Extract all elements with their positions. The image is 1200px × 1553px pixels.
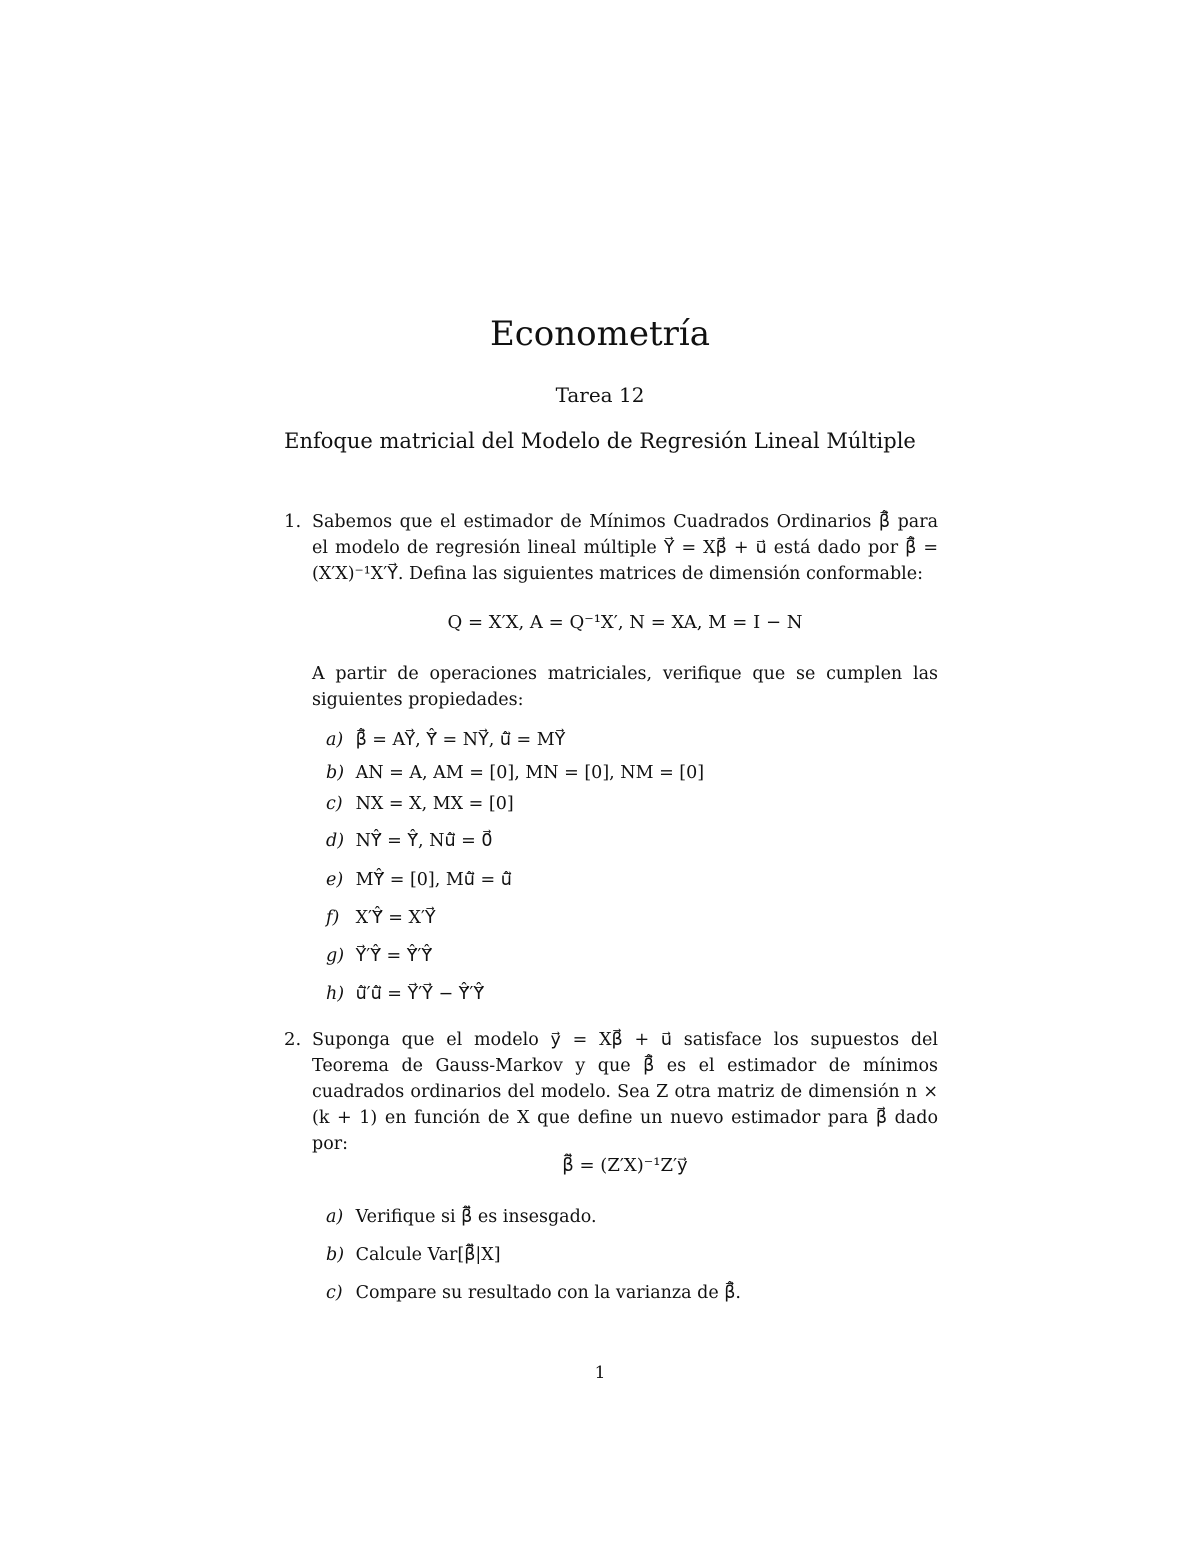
q1-item-f — [326, 908, 436, 928]
q2-item-b-label: b) — [326, 1245, 345, 1265]
q1-item-g-text: Y⃗′Ŷ⃗ = Ŷ⃗′Ŷ⃗ — [355, 946, 433, 966]
q1-item-h-label: h) — [326, 984, 345, 1004]
question-1-instruction: A partir de operaciones matriciales, verifique que se cumplen las siguientes propiedades: — [312, 664, 938, 710]
question-2-intro: Suponga que el modelo y⃗ = Xβ⃗ + u⃗ satisface los supuestos del Teorema de Gauss-Markov y que β̂⃗ es el estimador de mínimos cuadrados ordinarios del modelo. Sea Z otra matriz de dimensión n × (k + 1) en función de X que define un nuevo estimador para β⃗ dado por: — [312, 1030, 938, 1154]
q1-item-e-text: MŶ⃗ = [0], Mû⃗ = û⃗ — [355, 870, 512, 890]
q1-item-b-text: AN = A, AM = [0], MN = [0], NM = [0] — [355, 763, 705, 783]
q1-item-f-label: f) — [326, 908, 340, 928]
q2-item-c-text: Compare su resultado con la varianza de β̂⃗. — [355, 1283, 741, 1303]
q1-item-d-text: NŶ⃗ = Ŷ⃗, Nû⃗ = 0⃗ — [355, 831, 493, 851]
q1-item-e-label: e) — [326, 870, 344, 890]
assignment-subtitle: Tarea 12 — [555, 383, 645, 407]
q1-item-d-label: d) — [326, 831, 345, 851]
q1-item-c-label: c) — [326, 794, 343, 814]
q2-item-c — [326, 1283, 741, 1303]
new-estimator-formula: β̃⃗ = (Z′X)⁻¹Z′y⃗ — [562, 1155, 688, 1176]
q1-item-e — [326, 870, 512, 890]
q1-item-d — [326, 831, 493, 851]
matrix-definitions: Q = X′X, A = Q⁻¹X′, N = XA, M = I − N — [447, 612, 803, 633]
q1-item-h-text: û⃗′û⃗ = Y⃗′Y⃗ − Ŷ⃗′Ŷ⃗ — [355, 984, 485, 1004]
q1-item-a-label: a) — [326, 730, 344, 750]
q2-item-a-text: Verifique si β̃⃗ es insesgado. — [355, 1207, 597, 1227]
q1-item-c — [326, 794, 514, 814]
question-1-intro: Sabemos que el estimador de Mínimos Cuadrados Ordinarios β̂⃗ para el modelo de regresión lineal múltiple Y⃗ = Xβ⃗ + u⃗ está dado por β̂⃗ = (X′X)⁻¹X′Y⃗. Defina las siguientes matrices de dimensión conformable: — [312, 512, 938, 584]
document-title: Econometría — [489, 314, 711, 354]
q2-item-b — [326, 1245, 501, 1265]
topic-heading: Enfoque matricial del Modelo de Regresión Lineal Múltiple — [284, 429, 916, 453]
q1-item-g-label: g) — [326, 946, 345, 966]
question-1-number: 1. — [284, 511, 302, 532]
question-2-number: 2. — [284, 1029, 302, 1050]
q2-item-a-label: a) — [326, 1207, 344, 1227]
q1-item-a-text: β̂⃗ = AY⃗, Ŷ⃗ = NY⃗, û⃗ = MY⃗ — [355, 730, 566, 750]
page-number: 1 — [594, 1363, 606, 1383]
q1-item-b — [326, 763, 704, 783]
q1-item-a — [326, 730, 565, 750]
q1-item-h — [326, 984, 484, 1004]
q1-item-c-text: NX = X, MX = [0] — [355, 794, 514, 814]
q2-item-c-label: c) — [326, 1283, 343, 1303]
q1-item-b-label: b) — [326, 763, 345, 783]
q2-item-b-text: Calcule Var[β̃⃗|X] — [355, 1245, 501, 1265]
q1-item-g — [326, 946, 432, 966]
q1-item-f-text: X′Ŷ⃗ = X′Y⃗ — [355, 908, 436, 928]
q2-item-a — [326, 1207, 597, 1227]
